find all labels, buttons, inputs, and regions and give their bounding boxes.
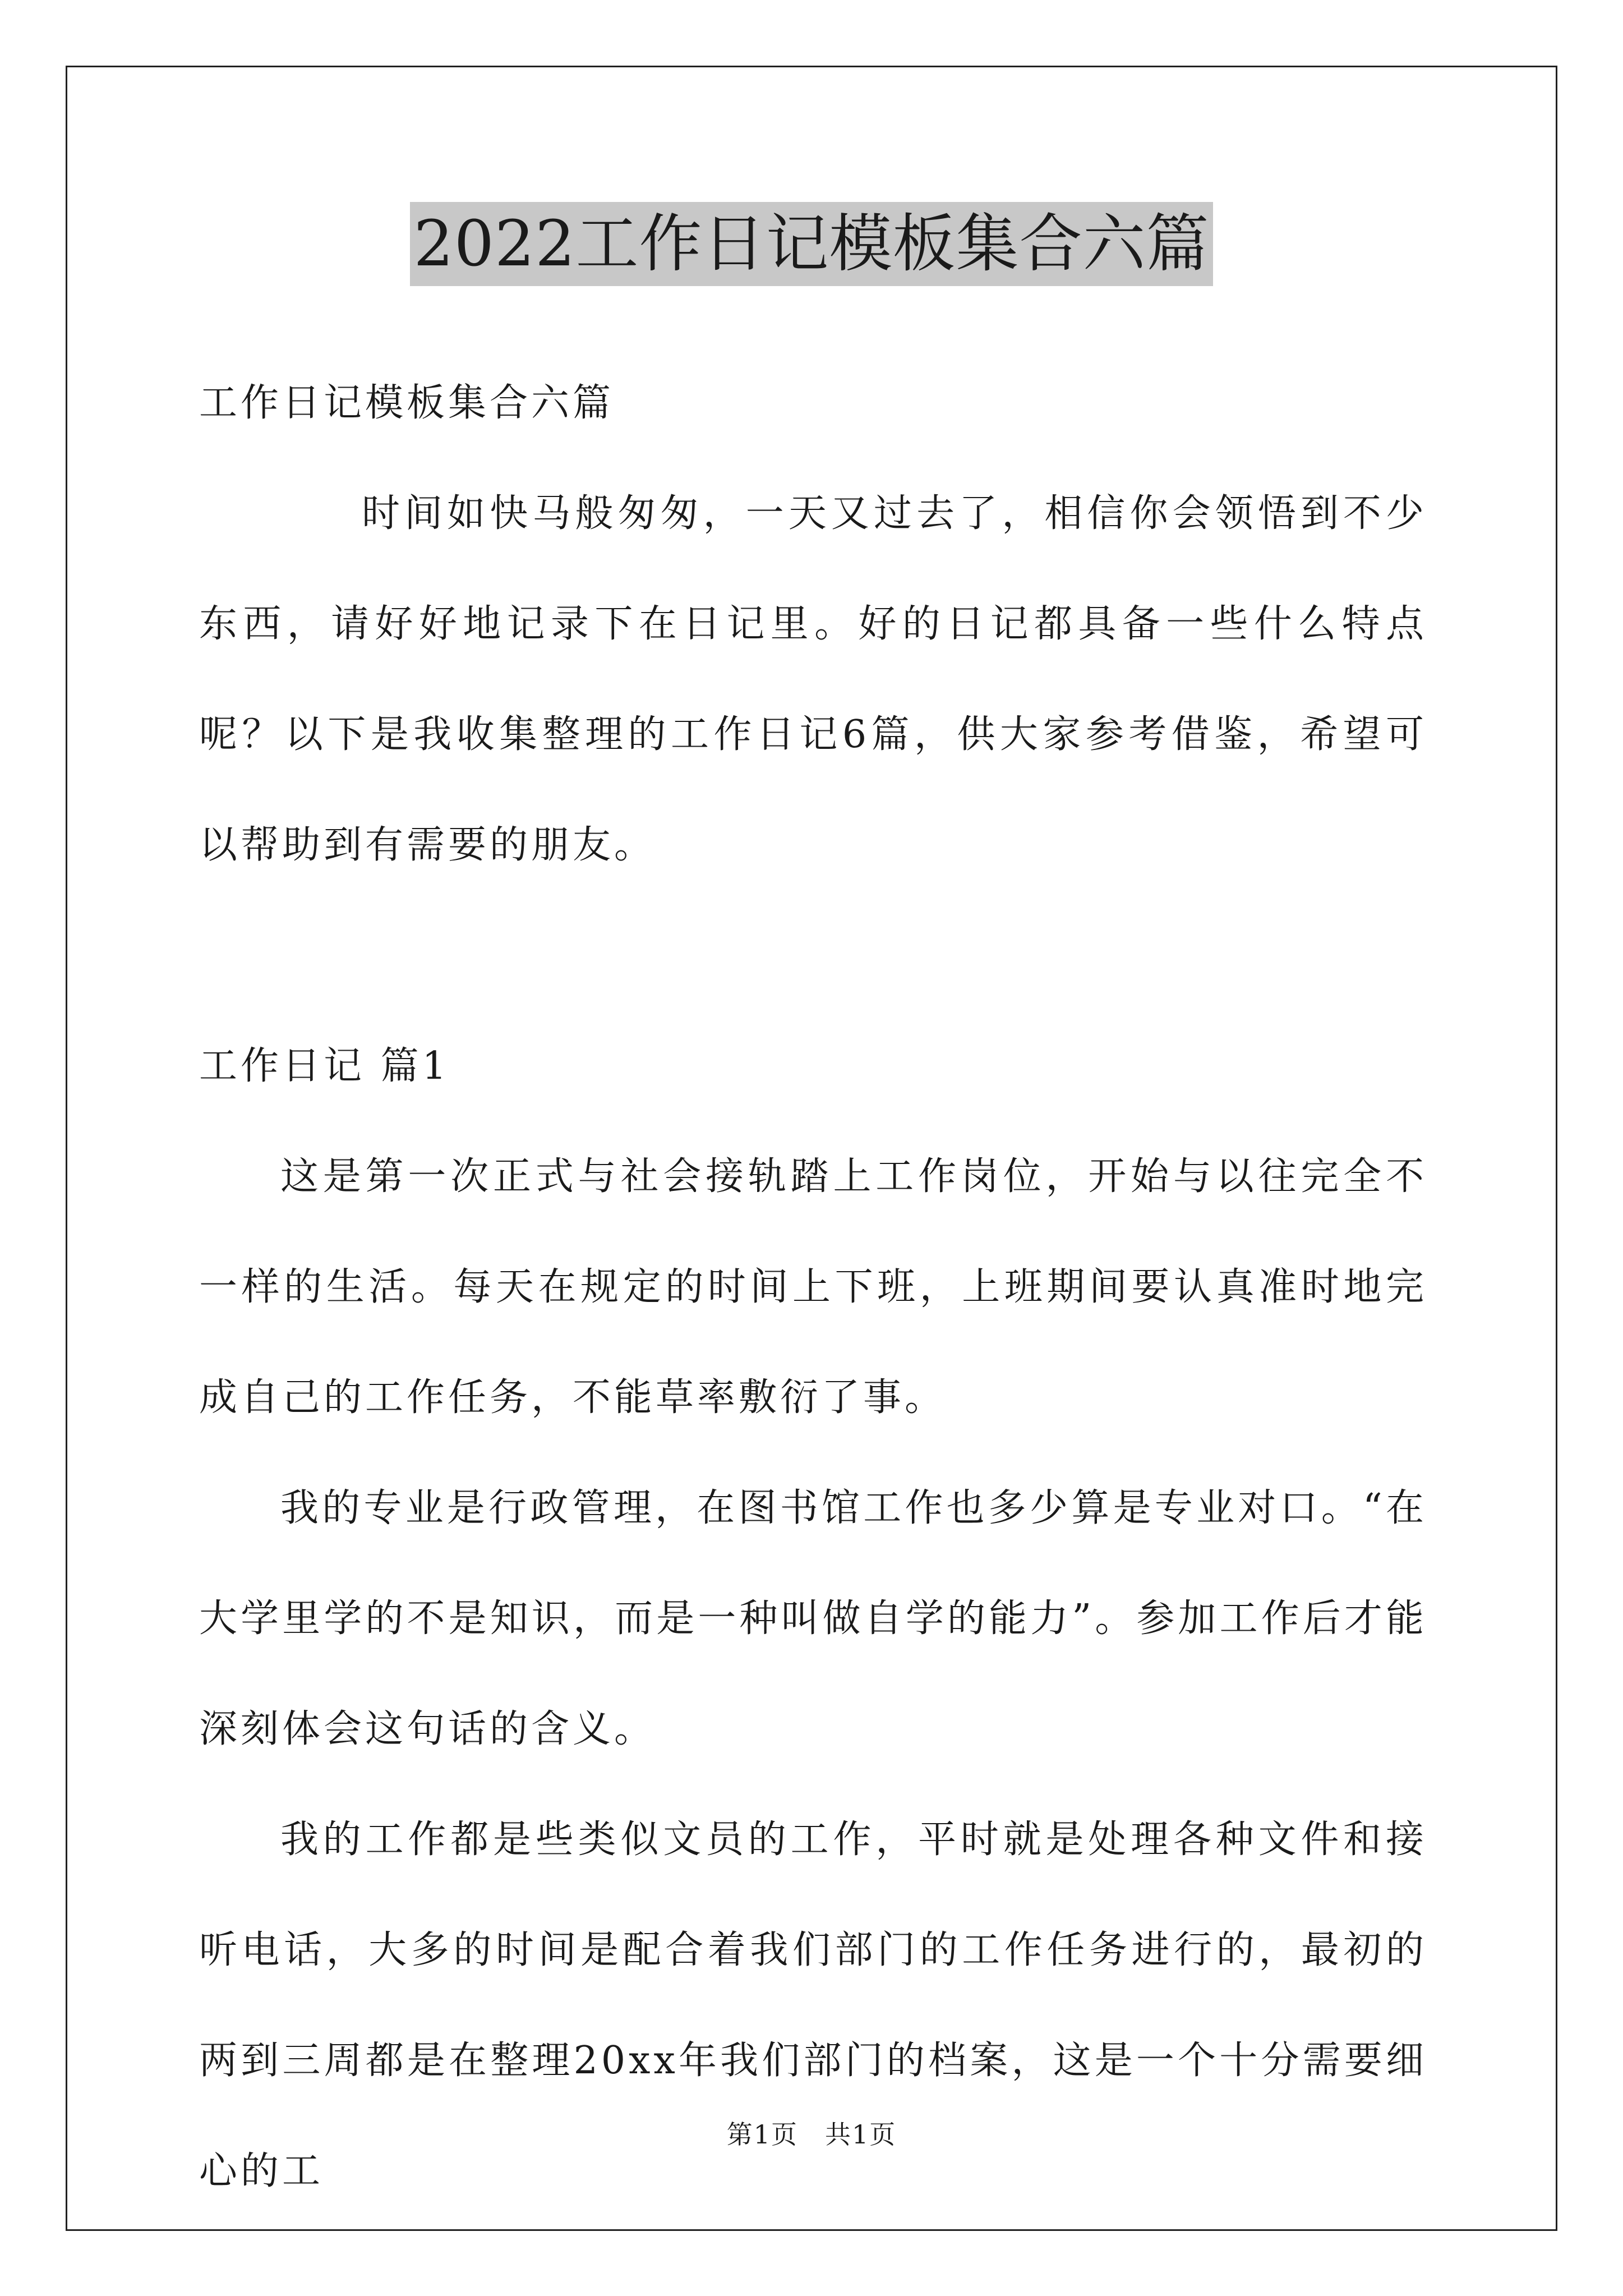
section-spacer	[199, 900, 1427, 1011]
page-footer: 第1页 共1页	[726, 2119, 897, 2150]
title-container	[0, 202, 1623, 286]
document-body	[199, 348, 1427, 2226]
document-title: 2022工作日记模板集合六篇	[410, 202, 1212, 286]
document-subtitle: 工作日记模板集合六篇	[199, 381, 615, 425]
body-paragraph-1: 这是第一次正式与社会接轨踏上工作岗位，开始与以往完全不一样的生活。每天在规定的时间上下班，上班期间要认真准时地完成自己的工作任务，不能草率敷衍了事。	[199, 1154, 1427, 1420]
section-heading: 工作日记 篇1	[199, 1044, 450, 1088]
body-paragraph-3: 我的工作都是些类似文员的工作，平时就是处理各种文件和接听电话，大多的时间是配合着我们部门的工作任务进行的，最初的两到三周都是在整理20xx年我们部门的档案，这是一个十分需要细心的工	[199, 1818, 1427, 2193]
body-paragraph-2: 我的专业是行政管理，在图书馆工作也多少算是专业对口。“在大学里学的不是知识，而是一种叫做自学的能力”。参加工作后才能深刻体会这句话的含义。	[199, 1486, 1427, 1751]
intro-paragraph: 时间如快马般匆匆，一天又过去了，相信你会领悟到不少东西，请好好地记录下在日记里。好的日记都具备一些什么特点呢？以下是我收集整理的工作日记6篇，供大家参考借鉴，希望可以帮助到有需要的朋友。	[199, 491, 1428, 867]
